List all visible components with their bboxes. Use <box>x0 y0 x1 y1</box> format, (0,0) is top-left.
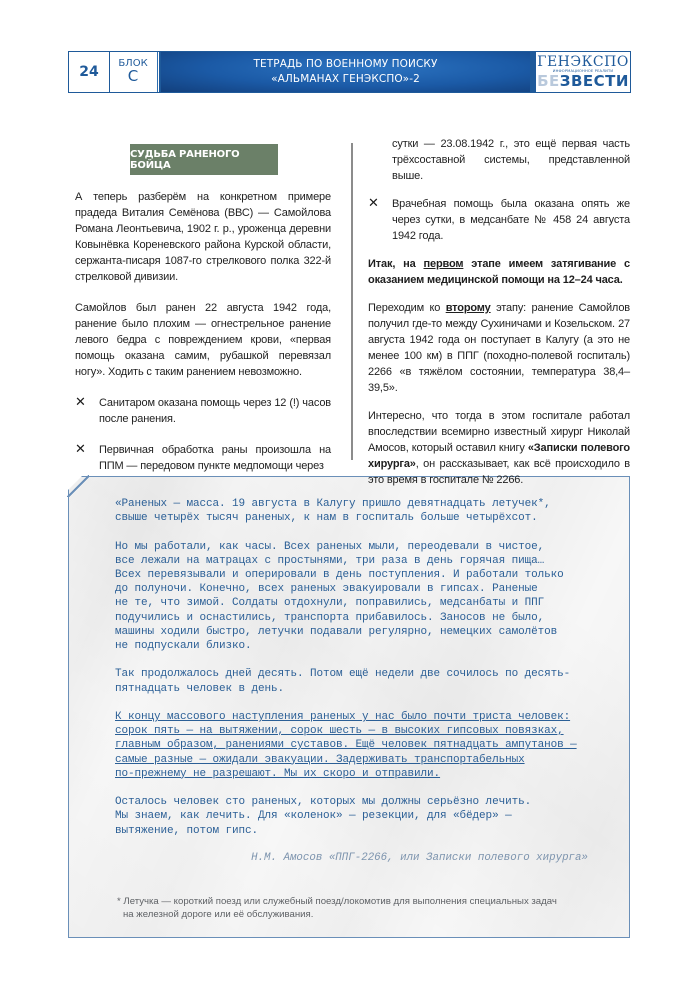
right-column <box>368 136 630 488</box>
page-header <box>68 51 631 93</box>
title-line-2: «АЛЬМАНАХ ГЕНЭКСПО»-2 <box>271 73 420 85</box>
amosov-paragraph <box>368 408 630 488</box>
amosov-quote <box>115 497 610 852</box>
cross-icon: ✕ <box>368 196 379 211</box>
summary-emphasis: первом <box>423 258 464 270</box>
bullet-item <box>368 196 630 244</box>
quote-paragraph: «Раненых — масса. 19 августа в Калугу пришло девятнадцать летучек*, свыше четырёх тысяч раненых, к нам в госпиталь больше четырёхсот. <box>115 498 551 525</box>
genexpo-logo <box>530 52 630 92</box>
cross-icon: ✕ <box>75 442 86 457</box>
bullet-text: Первичная обработка раны произошла на ППМ — передовом пункте медпомощи через <box>99 444 331 472</box>
bullet-item <box>75 442 331 474</box>
logo-bottom-solid: ЗВЕСТИ <box>559 72 629 91</box>
bullet-text: Врачебная помощь была оказана опять же через сутки, в медсанбате № 458 24 августа 1942 года. <box>392 198 630 242</box>
wound-paragraph: Самойлов был ранен 22 августа 1942 года, ранение было плохим — огнестрельное ранение левого бедра с повреждением крови, «первая помощь оказана самим, рубашкой перевязал ногу». Ходить с таким ранением невозможно. <box>75 302 331 378</box>
quote-paragraph: Так продолжалось дней десять. Потом ещё недели две сочилось по десять- пятнадцать человек в день. <box>115 668 571 695</box>
logo-tagline: ИНФОРМАЦИОННОЕ РЕАЛИТИ <box>552 68 614 73</box>
intro-paragraph: А теперь разберём на конкретном примере прадеда Виталия Семёнова (ВВС) — Самойлова Романа Леонтьевича, 1902 г. р., уроженца деревни Ковынёвка Кореневского района Курской области, сержанта-писаря 1087-го стрелкового полка 322-й стрелковой дивизии. <box>75 191 331 283</box>
summary-suffix: этапе имеем затягивание с оказанием медицинской помощи на 12–24 часа. <box>368 258 630 286</box>
title-line-1: ТЕТРАДЬ ПО ВОЕННОМУ ПОИСКУ <box>253 57 438 70</box>
section-title: СУДЬБА РАНЕНОГО БОЙЦА <box>130 144 278 175</box>
second-stage-emphasis: второму <box>445 302 491 314</box>
footnote <box>117 895 587 921</box>
summary-paragraph <box>368 256 630 288</box>
bullet-continuation: сутки — 23.08.1942 г., это ещё первая часть трёхсоставной системы, представленной выше. <box>392 138 630 182</box>
page-number: 24 <box>69 52 110 92</box>
cross-icon: ✕ <box>75 395 86 410</box>
quote-attribution: Н.М. Амосов «ППГ-2266, или Записки полевого хирурга» <box>251 852 588 864</box>
logo-top-text: ГЕНЭКСПО <box>537 53 629 70</box>
amosov-suffix: , он рассказывает, как всё происходило в это время в госпитале № 2266. <box>368 458 630 486</box>
second-stage-paragraph <box>368 300 630 396</box>
column-divider <box>351 143 353 460</box>
second-stage-prefix: Переходим ко <box>368 302 446 314</box>
block-value: С <box>127 67 139 86</box>
bullet-item <box>75 395 331 427</box>
summary-prefix: Итак, на <box>368 258 424 270</box>
left-column <box>75 140 331 474</box>
quote-box-corner <box>67 475 89 497</box>
logo-bottom-text <box>537 74 629 89</box>
second-stage-suffix: этапу: ранение Самойлов получил где-то между Сухиничами и Козельском. 27 августа 1942 года он поступает в Калугу (а это не менее 100 км) в ППГ (походно-полевой госпиталь) 2266 «в тяжёлом состоянии, температура 38,4–39,5». <box>368 302 630 394</box>
quote-paragraph: Но мы работали, как часы. Всех раненых мыли, переодевали в чистое, все лежали на матрацах с простынями, три раза в день горячая пища… Всех перевязывали и оперировали в день поступления. И работали только до полуночи. Конечно, всех раненых эвакуировали в гипсах. Раненые не те, что зимой. Солдаты отдохнули, поправились, медсанбаты и ППГ подучились и оснастились, транспорта прибавилось. Заносов не было, машины ходили быстро, летучки подавали регулярно, немецких самолётов не подпускали близко. <box>115 540 564 653</box>
quote-paragraph-underlined: К концу массового наступления раненых у нас было почти триста человек: сорок пять — на вытяжении, сорок шесть — в высоких гипсовых повязках, главным образом, ранениями суставов. Ещё человек пятнадцать ампутанов — самые разные — ожидали эвакуации. Задерживать транспортабельных по-прежнему не разрешают. Мы их скоро и отправили. <box>115 711 577 780</box>
footnote-line-2: на железной дороге или её обслуживания. <box>123 909 314 920</box>
footnote-line-1: * Летучка — короткий поезд или служебный поезд/локомотив для выполнения специальных задач <box>117 896 557 907</box>
logo-bottom-faded: БЕ <box>537 72 560 91</box>
block-indicator <box>110 52 156 92</box>
block-label: БЛОК <box>118 57 148 69</box>
book-title: «Записки полевого хирурга» <box>368 442 631 470</box>
publication-title <box>161 52 530 92</box>
bullet-text: Санитаром оказана помощь через 12 (!) часов после ранения. <box>99 397 331 425</box>
amosov-prefix: Интересно, что тогда в этом госпитале работал впоследствии всемирно известный хирург Николай Амосов, который оставил книгу <box>368 410 630 454</box>
quote-paragraph: Осталось человек сто раненых, которых мы должны серьёзно лечить. Мы знаем, как лечить. Для «коленок» — резекции, для «бёдер» — вытяжение, потом гипс. <box>115 796 532 837</box>
